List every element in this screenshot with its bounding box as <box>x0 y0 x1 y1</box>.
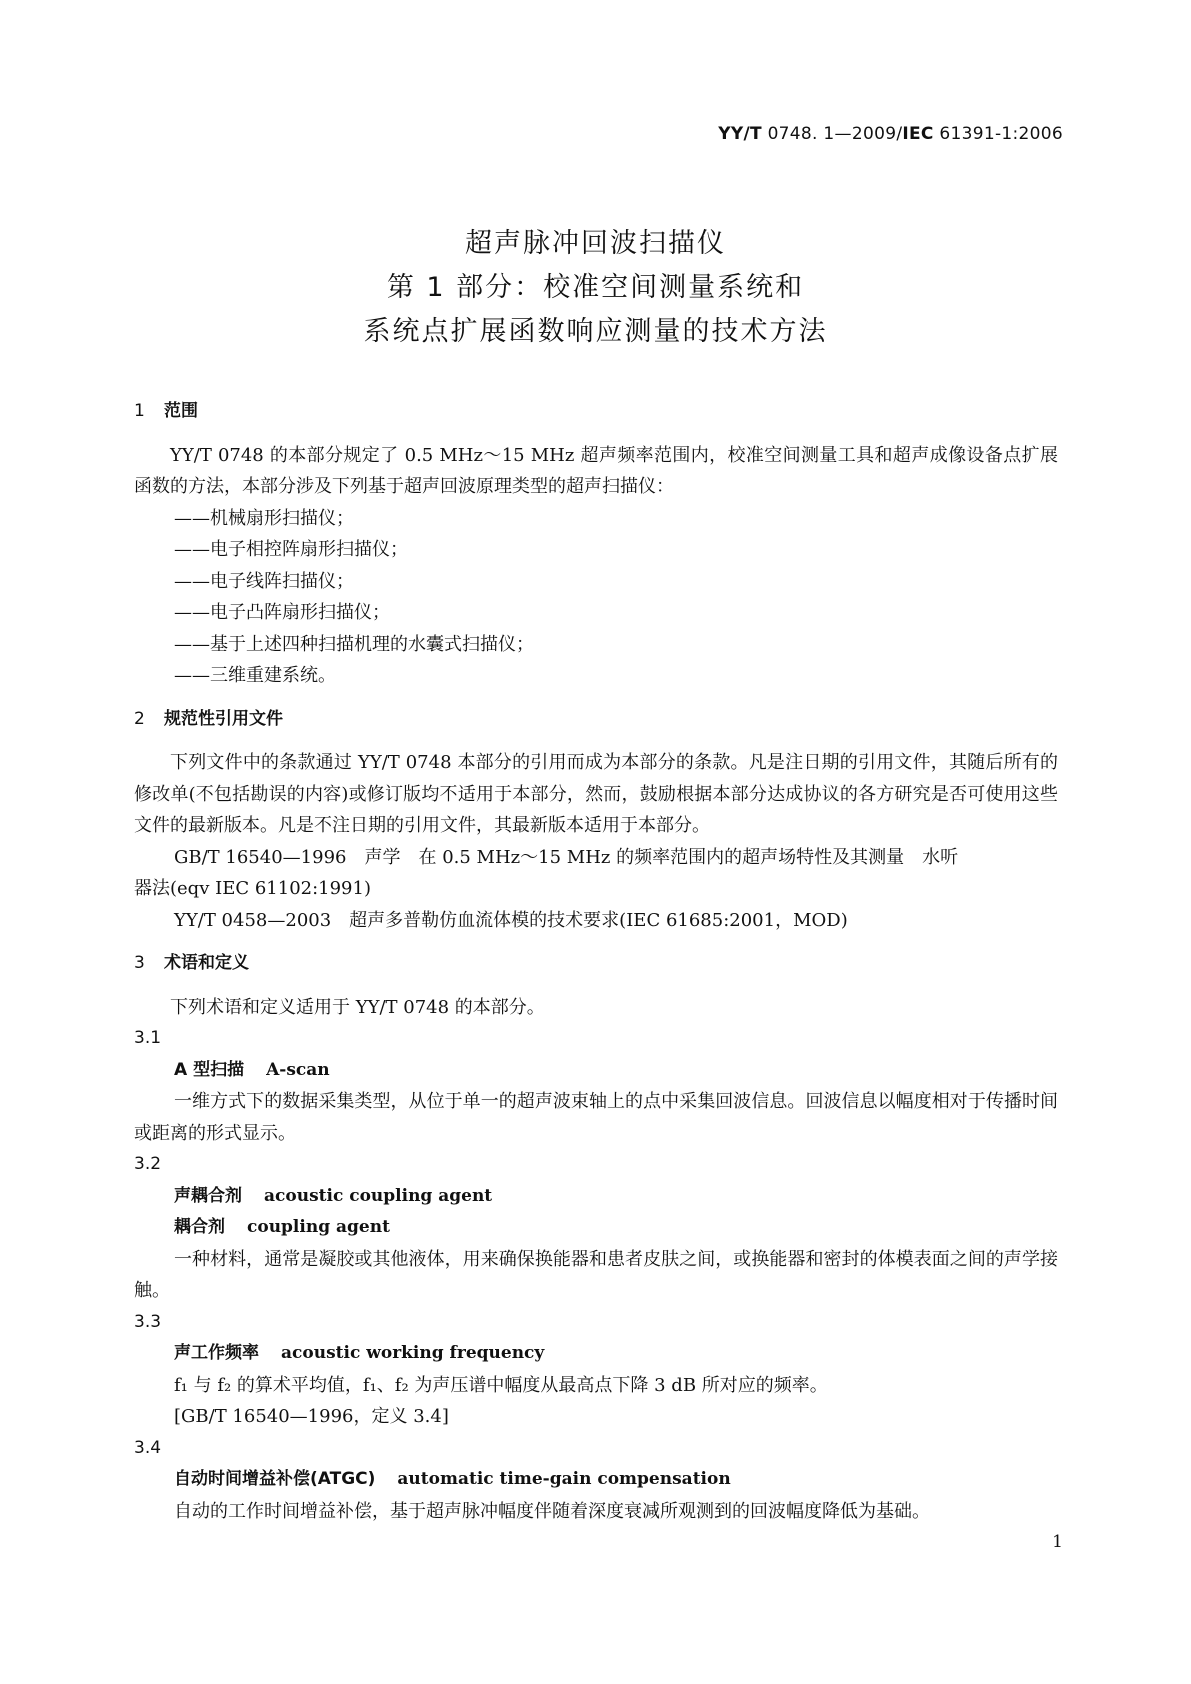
reference-gb-16540: GB/T 16540—1996 声学 在 0.5 MHz～15 MHz 的频率范围内的超声场特性及其测量 水听 <box>174 846 959 868</box>
title-line-1: 超声脉冲回波扫描仪 <box>465 228 726 259</box>
list-item: ——电子线阵扫描仪； <box>174 570 354 592</box>
references-paragraph: 下列文件中的条款通过 YY/T 0748 本部分的引用而成为本部分的条款。凡是注日期的引用文件，其随后所有的修改单(不包括勘误的内容)或修订版均不适用于本部分，然而，鼓励根据本部分达成协议的各方研究是否可使用这些文件的最新版本。凡是不注日期的引用文件，其最新版本适用于本部分。 <box>134 752 1058 836</box>
term-atgc <box>134 1464 1058 1496</box>
reference-gb-16540-continued: 器法(eqv IEC 61102:1991) <box>134 878 371 899</box>
term-source: [GB/T 16540—1996，定义 3.4] <box>174 1406 449 1427</box>
term-en-alt: coupling agent <box>247 1217 390 1237</box>
term-en: acoustic working frequency <box>281 1343 545 1363</box>
reference-yy-0458: YY/T 0458—2003 超声多普勒仿血流体模的技术要求(IEC 61685:2001，MOD) <box>174 909 848 931</box>
term-zh: 声工作频率 <box>174 1343 259 1363</box>
section-number: 3 <box>134 953 145 973</box>
term-definition: 一维方式下的数据采集类型，从位于单一的超声波束轴上的点中采集回波信息。回波信息以幅度相对于传播时间或距离的形式显示。 <box>134 1091 1058 1144</box>
clause-number: 3.3 <box>134 1311 162 1332</box>
iec-prefix: IEC <box>902 124 934 144</box>
clause-number: 3.1 <box>134 1028 162 1048</box>
section-3-heading <box>134 948 1058 980</box>
list-item: ——电子相控阵扇形扫描仪； <box>174 539 408 560</box>
section-number: 1 <box>134 401 145 421</box>
title-line-3: 系统点扩展函数响应测量的技术方法 <box>363 316 828 347</box>
scope-paragraph: YY/T 0748 的本部分规定了 0.5 MHz～15 MHz 超声频率范围内，校准空间测量工具和超声成像设备点扩展函数的方法，本部分涉及下列基于超声回波原理类型的超声扫描仪： <box>134 444 1058 497</box>
section-title: 术语和定义 <box>164 953 249 973</box>
std-prefix: YY/T <box>718 124 762 144</box>
section-title: 规范性引用文件 <box>164 708 283 729</box>
term-definition: f₁ 与 f₂ 的算术平均值，f₁、f₂ 为声压谱中幅度从最高点下降 3 dB 所对应的频率。 <box>174 1374 828 1396</box>
term-zh: A 型扫描 <box>174 1059 245 1080</box>
term-en: A-scan <box>266 1059 330 1080</box>
title-line-2: 第 1 部分：校准空间测量系统和 <box>386 272 805 303</box>
section-number: 2 <box>134 708 145 729</box>
section-2-heading <box>134 704 1058 736</box>
std-number: 0748. 1—2009/ <box>761 124 903 144</box>
term-zh: 自动时间增益补偿(ATGC) <box>174 1469 376 1489</box>
list-item: ——基于上述四种扫描机理的水囊式扫描仪； <box>174 633 534 655</box>
term-zh-alt: 耦合剂 <box>174 1217 225 1237</box>
term-definition: 一种材料，通常是凝胶或其他液体，用来确保换能器和患者皮肤之间，或换能器和密封的体模表面之间的声学接触。 <box>134 1248 1058 1301</box>
page-number: 1 <box>1052 1532 1063 1552</box>
document-title <box>0 222 1191 354</box>
section-title: 范围 <box>164 401 198 421</box>
term-definition: 自动的工作时间增益补偿，基于超声脉冲幅度伴随着深度衰减所观测到的回波幅度降低为基础。 <box>174 1500 930 1522</box>
term-acoustic-coupling-agent <box>134 1181 1058 1213</box>
standard-number-header <box>718 124 1063 144</box>
term-coupling-agent <box>134 1212 1058 1244</box>
clause-number: 3.2 <box>134 1154 162 1174</box>
list-item: ——电子凸阵扇形扫描仪； <box>174 602 390 623</box>
term-en: automatic time-gain compensation <box>397 1469 731 1489</box>
section-1-heading <box>134 396 1058 428</box>
terms-intro: 下列术语和定义适用于 YY/T 0748 的本部分。 <box>170 996 545 1018</box>
term-acoustic-working-frequency <box>134 1338 1058 1370</box>
list-item: ——三维重建系统。 <box>174 665 336 686</box>
term-en: acoustic coupling agent <box>264 1185 493 1206</box>
iec-number: 61391-1:2006 <box>933 124 1063 144</box>
term-zh: 声耦合剂 <box>174 1185 242 1206</box>
list-item: ——机械扇形扫描仪； <box>174 507 354 529</box>
clause-number: 3.4 <box>134 1437 162 1458</box>
document-body <box>134 396 1058 1527</box>
term-a-scan <box>134 1055 1058 1087</box>
